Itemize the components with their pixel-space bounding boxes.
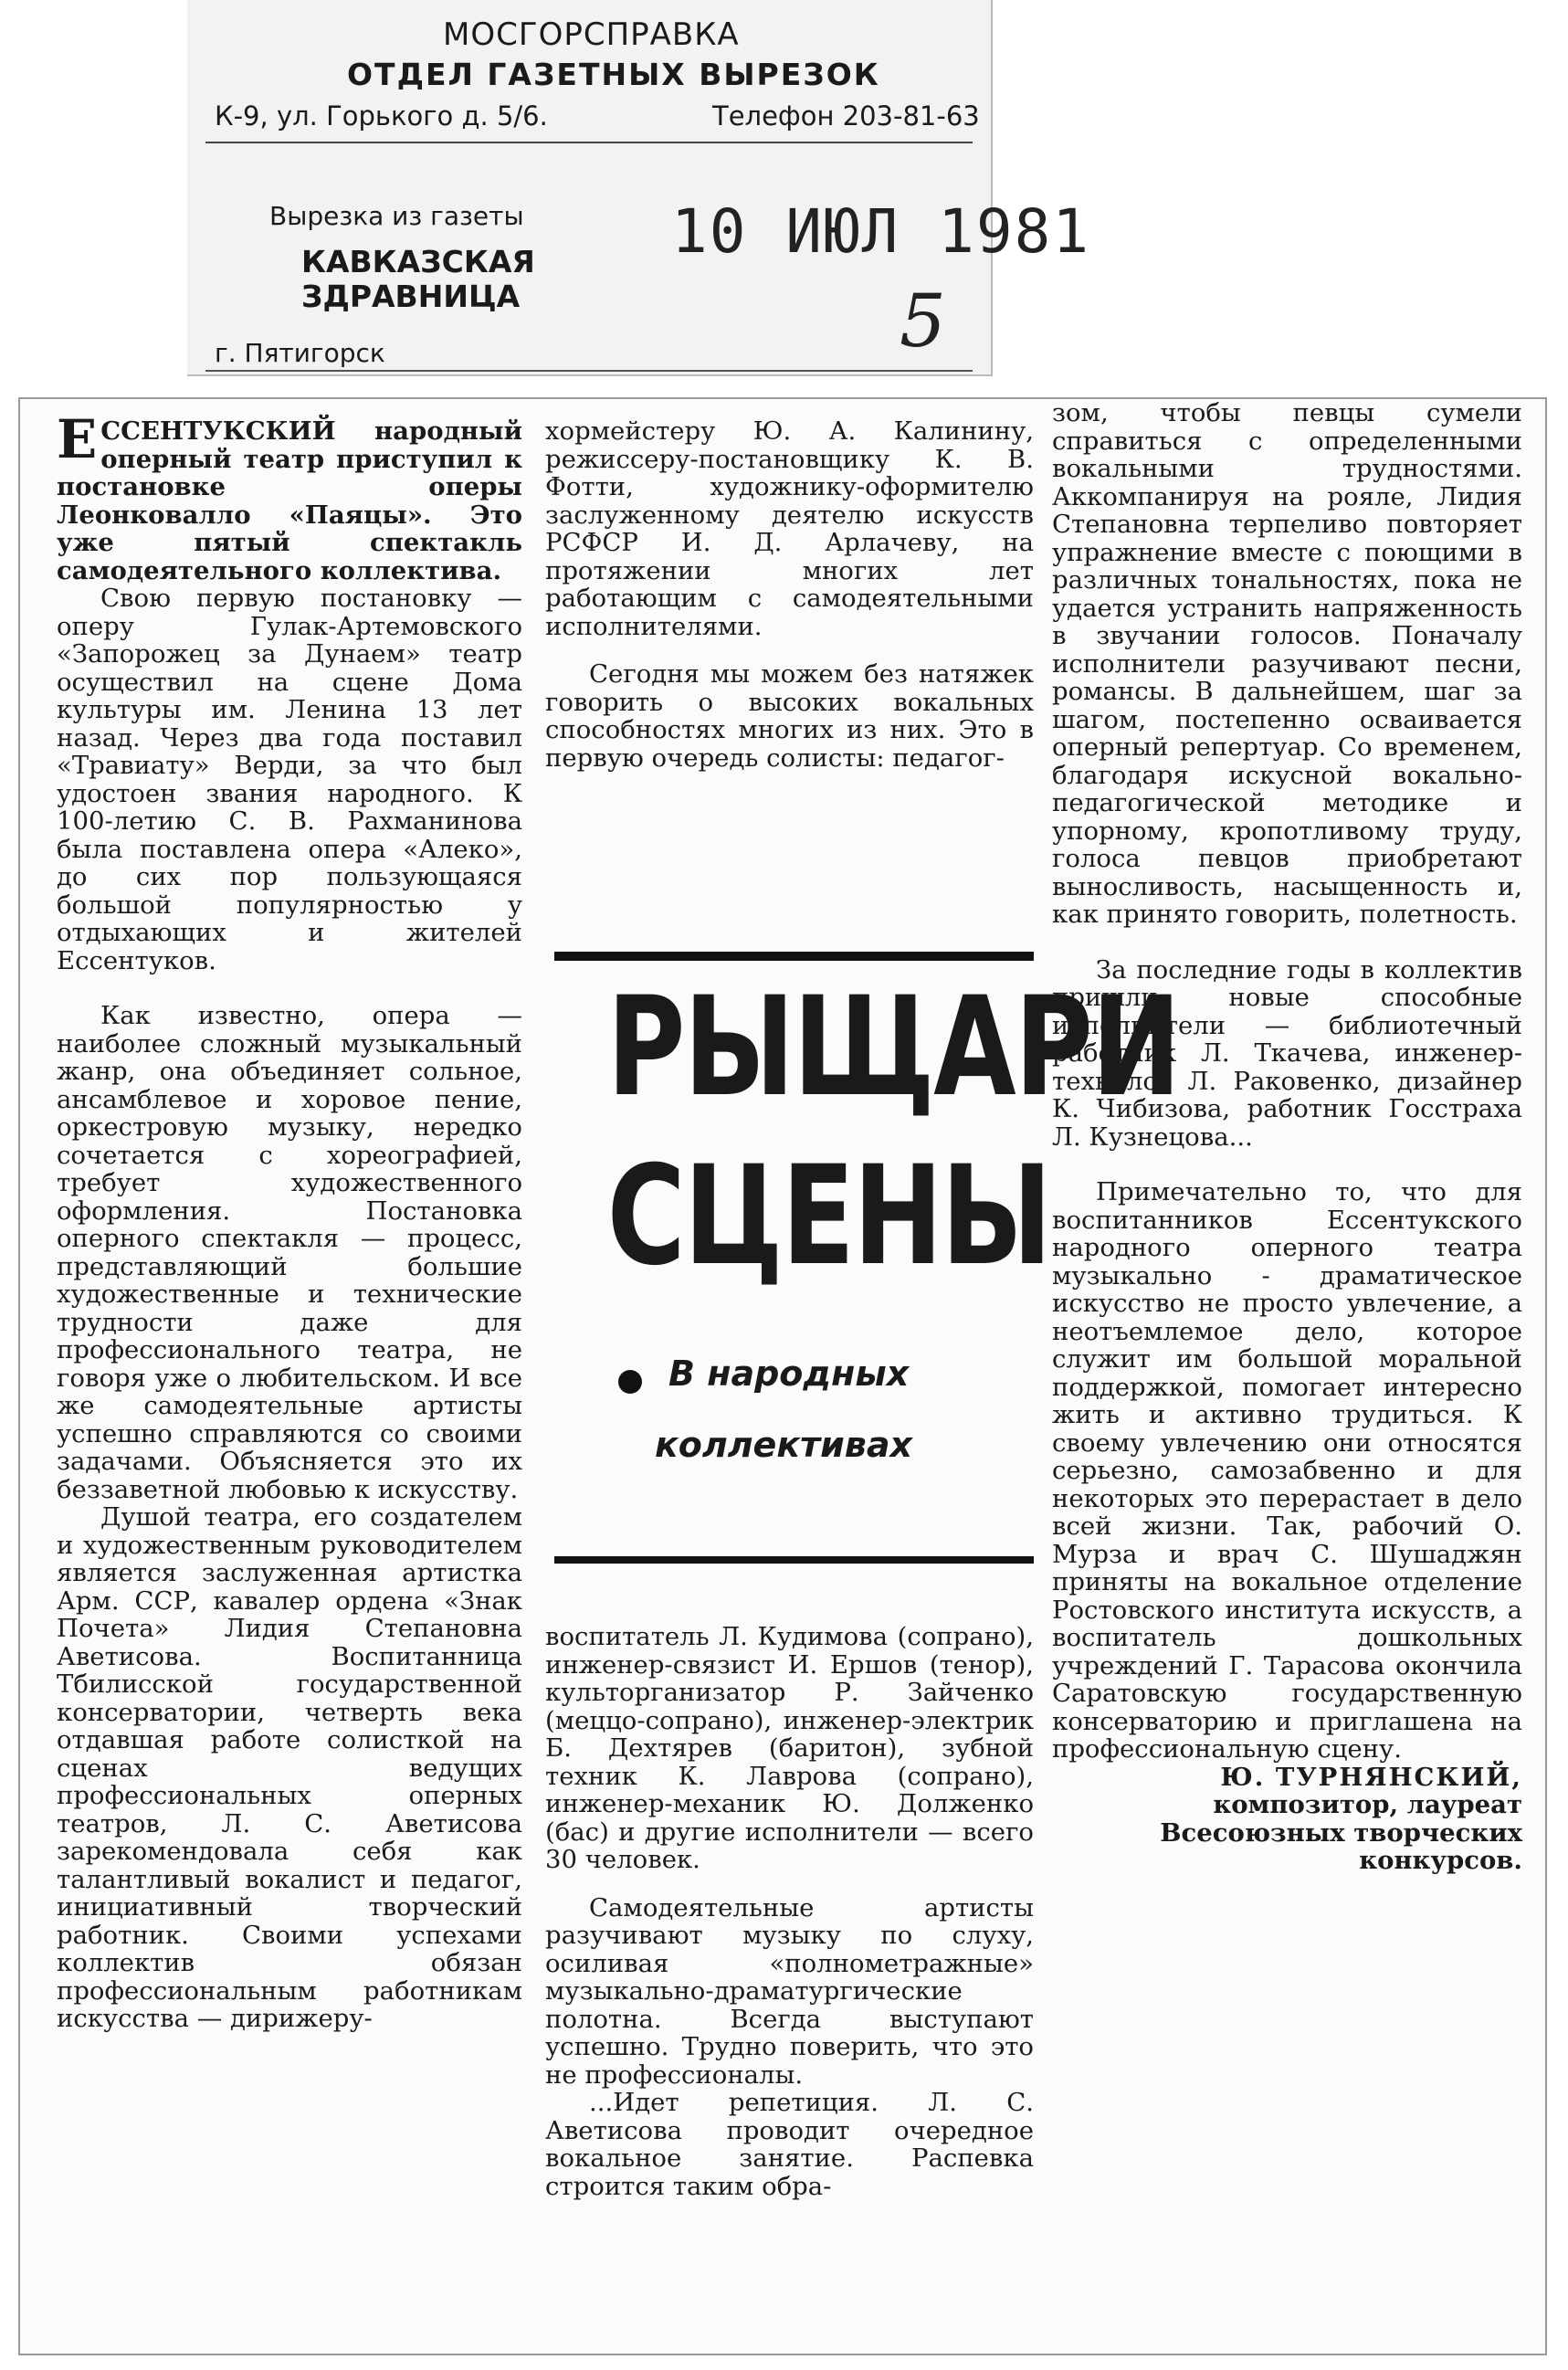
paragraph: зом, чтобы певцы сумели справиться с определенными вокальными трудностями. Аккомпанируя на рояле, Лидия Степановна терпеливо повторяет упражнение вместе с поющими в различных тональностях, пока не удается устранить напряженность в звучании голосов. Поначалу исполнители разучивают песни, романсы. В дальнейшем, шаг за шагом, постепенно осваивается оперный репертуар. Со временем, благодаря искусной вокально-педагогической методике и упорному, кропотливому труду, голоса певцов приобретают выносливость, насыщенность и, как принято говорить, полетность. [1052,398,1522,929]
agency-phone: Телефон 203-81-63 [712,100,980,132]
headline-line-2: СЦЕНЫ [606,1137,1051,1296]
author-title: композитор, лауреат Всесоюзных творческих конкурсов. [1160,1790,1522,1875]
department-name: ОТДЕЛ ГАЗЕТНЫХ ВЫРЕЗОК [347,57,880,92]
rubric-line-2: коллективах [655,1425,912,1465]
newspaper-city: г. Пятигорск [215,338,385,368]
paragraph: За последние годы в коллектив пришли новые способные исполнители — библиотечный работник Л. Ткачева, инженер-технолог Л. Раковенко, дизайнер К. Чибизова, работник Госстраха Л. Кузнецова... [1052,954,1522,1152]
paragraph: Примечательно то, что для воспитанников Ессентукского народного оперного театра музыкально - драматическое искусство не просто увлечение, а неотъемлемое дело, которое служит им большой моральной поддержкой, помогает интересно жить и активно трудиться. К своему увлечению они относятся серьезно, самозабвенно и для некоторых это перерастает в дело всей жизни. Так, рабочий О. Мурза и врач С. Шушаджян приняты на вокальное отделение Ростовского института искусств, а воспитатель дошкольных учреждений Г. Тарасова окончила Саратовскую государственную консерваторию и приглашена на профессиональную сцену. [1052,1177,1522,1764]
article-column-1 [57,408,522,2033]
rubric-line-1: В народных [668,1354,910,1394]
header-bottom-divider [205,370,973,372]
paragraph: Самодеятельные артисты разучивают музыку по слуху, осиливая «полнометражные» музыкально-драматургические полотна. Всегда выступают успешно. Трудно поверить, что это не профессионалы. [545,1892,1034,2090]
agency-address: К-9, ул. Горького д. 5/6. [215,100,548,132]
article-column-3 [1052,399,1522,1875]
paragraph: Душой театра, его создателем и художественным руководителем является заслуженная артистка Арм. ССР, кавалер ордена «Знак Почета» Лидия Степановна Аветисова. Воспитанница Тбилисской государственной консерватории, четверть века отдавшая работе солисткой на сценах ведущих профессиональных оперных театров, Л. С. Аветисова зарекомендовала себя как талантливый вокалист и педагог, инициативный творческий работник. Своими успехами коллектив обязан профессиональным работникам искусства — дирижеру- [57,1502,522,2033]
article-clipping [18,397,1547,2355]
paragraph: ...Идет репетиция. Л. С. Аветисова проводит очередное вокальное занятие. Распевка строится таким обра- [545,2088,1034,2201]
headline-top-rule [554,952,1034,961]
author-name: Ю. ТУРНЯНСКИЙ, [1220,1762,1522,1792]
agency-name: МОСГОРСПРАВКА [443,16,740,53]
header-divider [205,142,973,143]
article-lead [57,408,522,585]
clipping-service-header [187,0,1091,376]
cut-from-label: Вырезка из газеты [269,201,524,231]
handwritten-number: 5 [900,279,946,363]
headline-block [554,952,1180,1600]
author-signature [1052,1764,1522,1875]
paragraph: хормейстеру Ю. А. Калинину, режиссеру-постановщику К. В. Фотти, художнику-оформителю заслуженному деятелю искусств РСФСР И. Д. Арлачеву, на протяжении многих лет работающим с самодеятельными исполнителями. [545,416,1034,641]
headline-bottom-rule [554,1556,1034,1564]
drop-cap: Е [57,408,98,470]
date-stamp: 10 ИЮЛ 1981 [671,196,1091,267]
paragraph: воспитатель Л. Кудимова (сопрано), инженер-связист И. Ершов (тенор), культорганизатор Р. Зайченко (меццо-сопрано), инженер-электрик Б. Дехтярев (баритон), зубной техник К. Лаврова (сопрано), инженер-механик Ю. Долженко (бас) и другие исполнители — всего 30 человек. [545,1622,1034,1874]
headline-line-1: РЫЩАРИ [606,968,1180,1127]
lead-text: ССЕНТУКСКИЙ народный оперный театр приступил к постановке оперы Леонковалло «Паяцы». Это уже пятый спектакль самодеятельного коллектива. [57,416,522,585]
paragraph: Свою первую постановку — оперу Гулак-Артемовского «Запорожец за Дунаем» театр осуществил на сцене Дома культуры им. Ленина 13 лет назад. Через два года поставил «Травиату» Верди, за что был удостоен звания народного. К 100-летию С. В. Рахманинова была поставлена опера «Алеко», до сих пор пользующаяся большой популярностью у отдыхающих и жителей Ессентуков. [57,584,522,975]
article-column-2 [545,417,1034,772]
paragraph: Как известно, опера — наиболее сложный музыкальный жанр, она объединяет сольное, ансамблевое и хоровое пение, оркестровую музыку, нередко сочетается с хореографией, требует художественного оформления. Постановка оперного спектакля — процесс, представляющий большие художественные и технические трудности даже для профессионального театра, не говоря уже о любительском. И все же самодеятельные артисты успешно справляются со своими задачами. Объясняется это их беззаветной любовью к искусству. [57,1001,522,1504]
paragraph: Сегодня мы можем без натяжек говорить о высоких вокальных способностях многих из них. Это в первую очередь солисты: педагог- [545,659,1034,773]
rubric-bullet-icon [618,1370,642,1394]
newspaper-name: КАВКАЗСКАЯ ЗДРАВНИЦА [301,244,535,314]
article-column-2-lower [545,1623,1034,2200]
